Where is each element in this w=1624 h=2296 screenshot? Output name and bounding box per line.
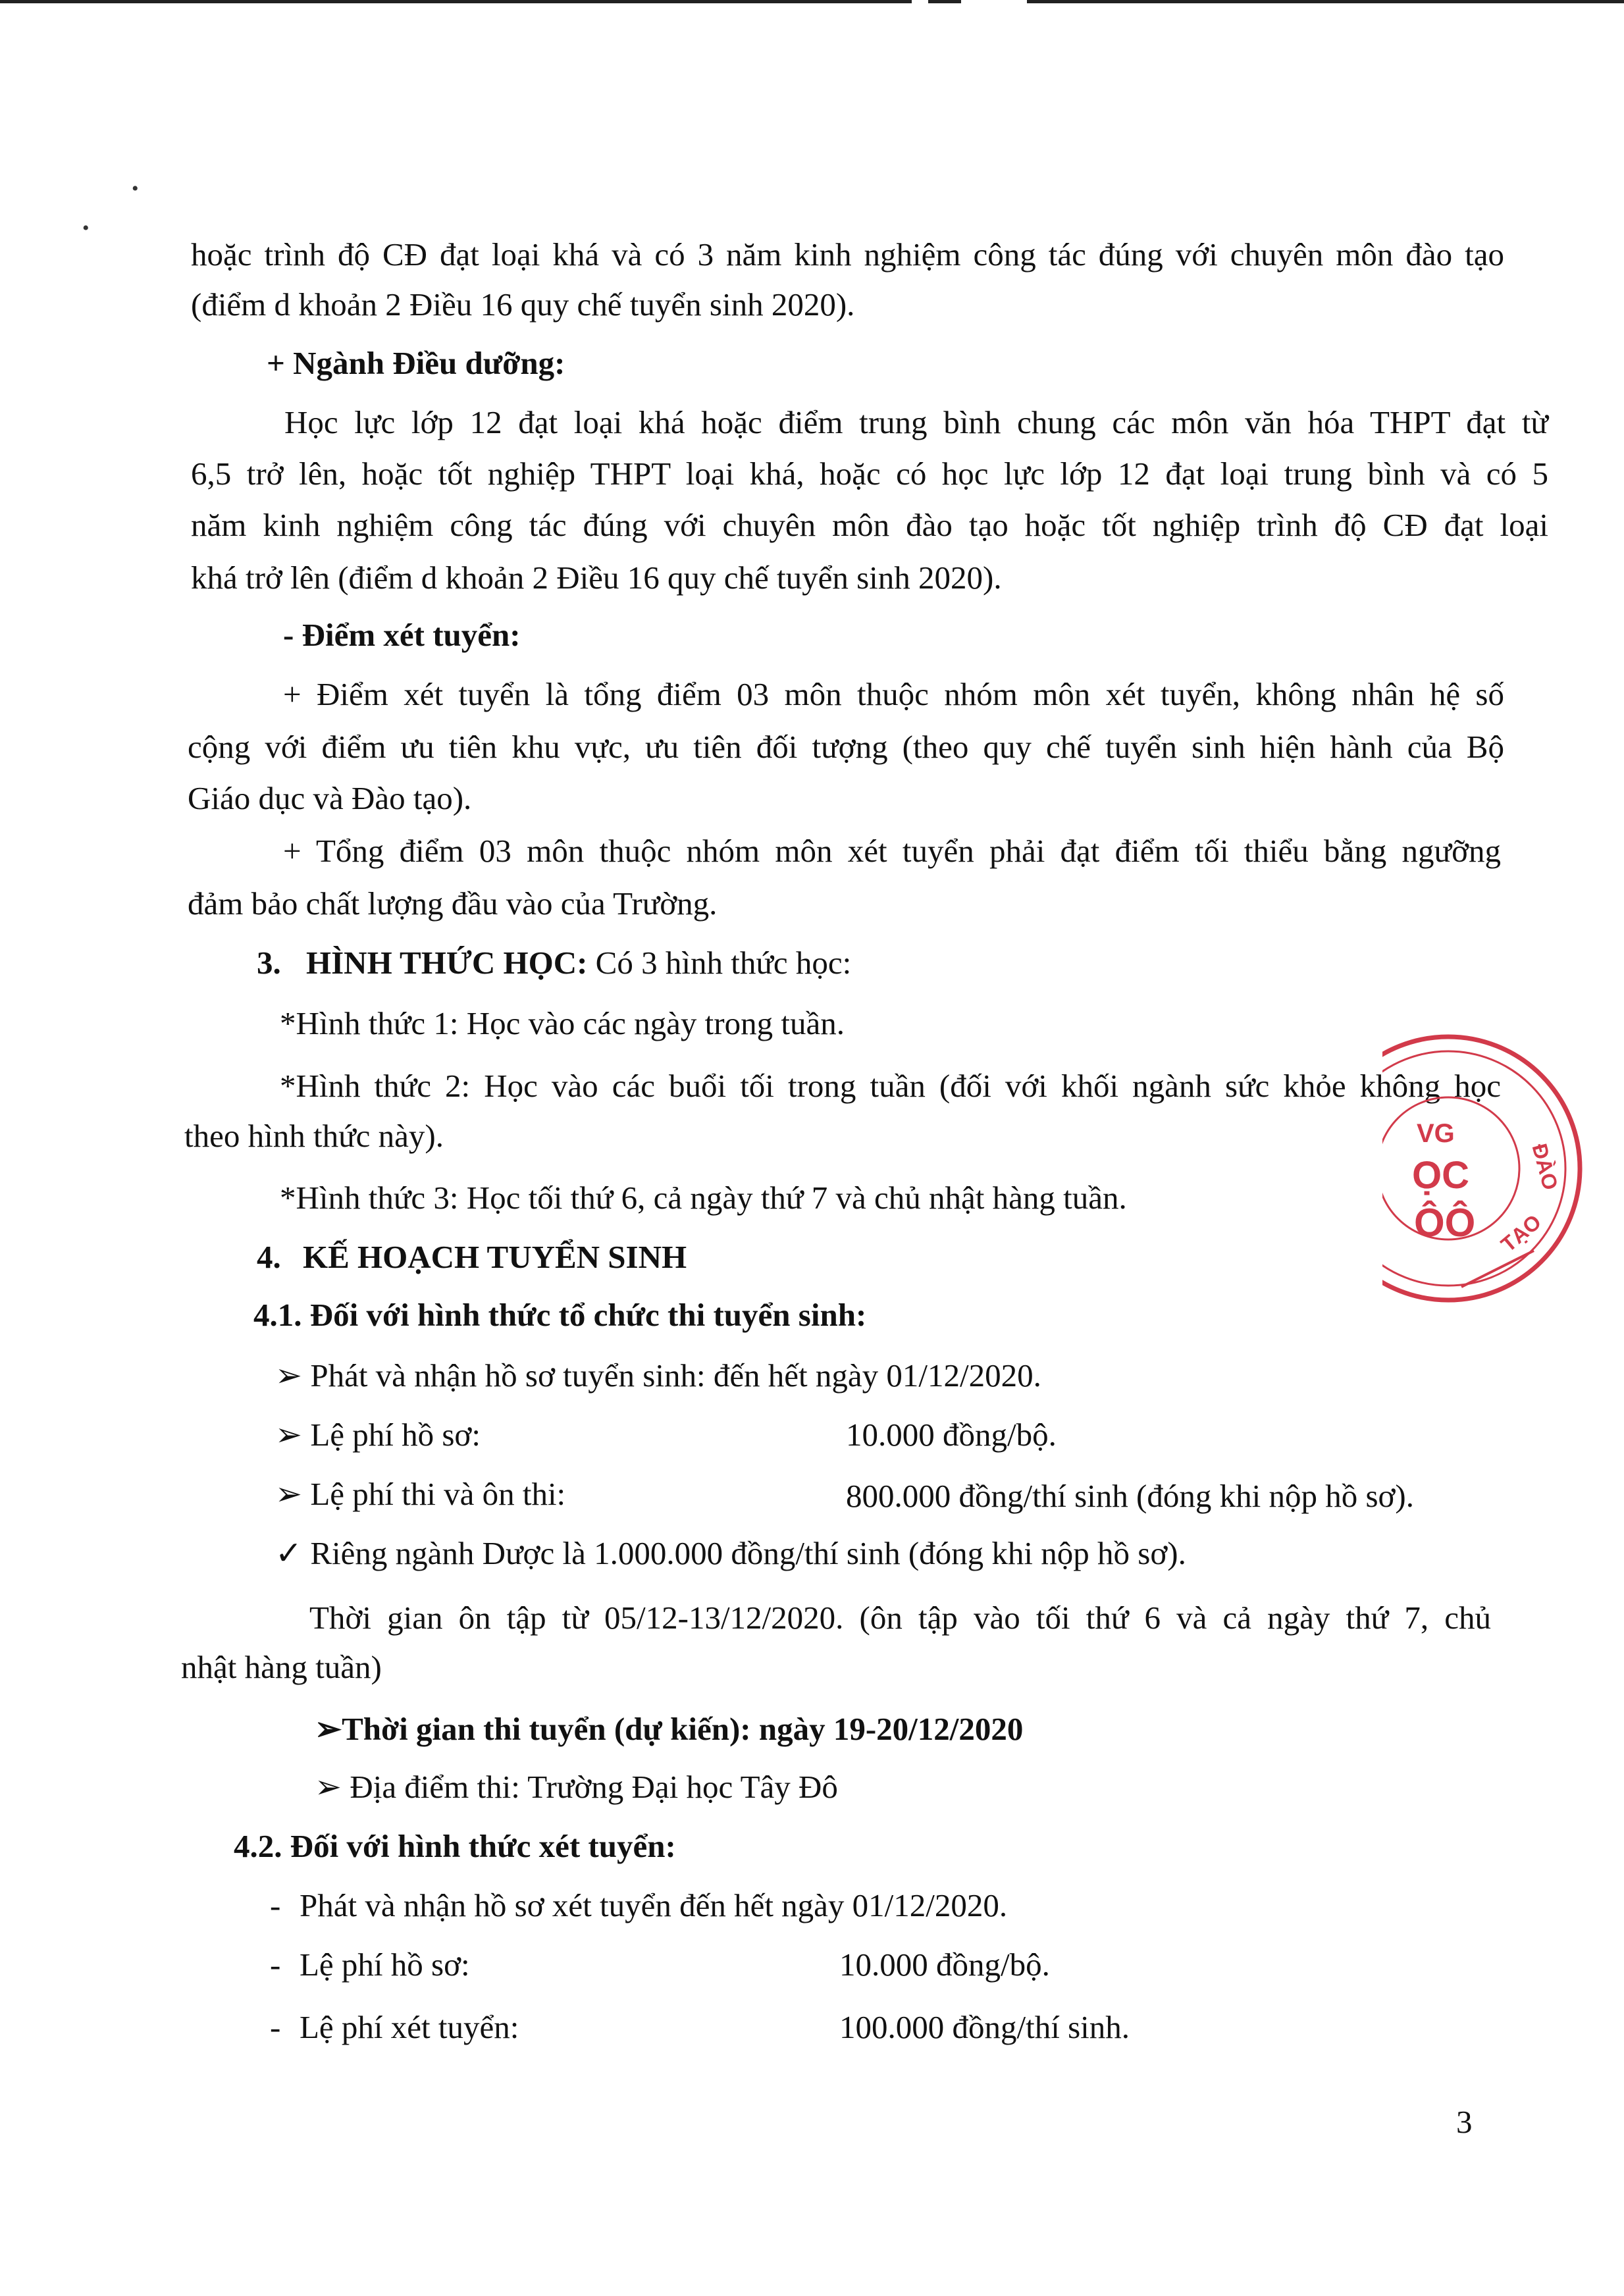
list-item-value: 800.000 đồng/thí sinh (đóng khi nộp hồ sơ).	[846, 1478, 1415, 1514]
list-item-label: Lệ phí xét tuyển:	[300, 2009, 519, 2045]
list-item-label: Lệ phí hồ sơ:	[310, 1417, 481, 1453]
seal-text: TẠO	[1496, 1209, 1546, 1257]
nursing-heading: + Ngành Điều dưỡng:	[267, 345, 565, 381]
list-item-label: Lệ phí hồ sơ:	[300, 1946, 470, 1983]
top-rule-left	[0, 0, 912, 3]
arrow-bullet-icon: ➢	[315, 1769, 342, 1805]
study-form-3: *Hình thức 3: Học tối thứ 6, cả ngày thứ 7 và chủ nhật hàng tuần.	[280, 1180, 1127, 1216]
list-item-value: 10.000 đồng/bộ.	[839, 1946, 1050, 1983]
study-form-2: *Hình thức 2: Học vào các buổi tối trong tuần (đối với khối ngành sức khỏe không học	[280, 1068, 1501, 1104]
section-title: HÌNH THỨC HỌC:	[306, 945, 588, 981]
dash-bullet: -	[270, 2009, 281, 2045]
check-item-text: Riêng ngành Dược là 1.000.000 đồng/thí sinh (đóng khi nộp hồ sơ).	[310, 1535, 1186, 1571]
seal-text: VG	[1417, 1119, 1455, 1148]
dash-bullet: -	[270, 1887, 281, 1923]
section-4-heading	[257, 1238, 687, 1277]
body-line: + Điểm xét tuyển là tổng điểm 03 môn thuộc nhóm môn xét tuyển, không nhân hệ số	[283, 676, 1504, 712]
body-line: Giáo dục và Đào tạo).	[188, 780, 472, 816]
list-item-label: Lệ phí thi và ôn thi:	[310, 1476, 566, 1512]
arrow-bullet-icon: ➢	[315, 1711, 342, 1747]
check-icon: ✓	[275, 1535, 303, 1571]
exam-place-text: Địa điểm thi: Trường Đại học Tây Đô	[350, 1769, 838, 1805]
list-item	[275, 1474, 565, 1514]
top-rule-mid	[928, 0, 961, 3]
arrow-bullet-icon: ➢	[275, 1417, 303, 1453]
section-3-heading	[257, 943, 851, 983]
exam-time-text: Thời gian thi tuyển (dự kiến): ngày 19-20/12/2020	[342, 1711, 1024, 1747]
section-number: 4.	[257, 1239, 281, 1275]
scan-speck: •	[132, 178, 139, 199]
list-item	[275, 1415, 481, 1455]
body-line: 6,5 trở lên, hoặc tốt nghiệp THPT loại khá, hoặc có học lực lớp 12 đạt loại trung bình và có 5	[191, 456, 1548, 492]
list-item-text: Phát và nhận hồ sơ xét tuyển đến hết ngày 01/12/2020.	[300, 1887, 1008, 1923]
body-line: hoặc trình độ CĐ đạt loại khá và có 3 năm kinh nghiệm công tác đúng với chuyên môn đào tạo	[191, 236, 1504, 273]
study-form-2-cont: theo hình thức này).	[184, 1118, 444, 1154]
list-item-value: 10.000 đồng/bộ.	[846, 1417, 1057, 1453]
arrow-bullet-icon: ➢	[275, 1357, 303, 1394]
list-item	[270, 2008, 519, 2047]
check-item	[275, 1534, 1186, 1573]
review-schedule-cont: nhật hàng tuần)	[181, 1649, 382, 1685]
dash-bullet: -	[270, 1946, 281, 1983]
seal-text: ÔÔ	[1414, 1201, 1476, 1245]
subsection-4-2-heading: 4.2. Đối với hình thức xét tuyển:	[234, 1828, 676, 1864]
list-item	[275, 1356, 1041, 1396]
top-rule-right	[1027, 0, 1624, 3]
study-form-1: *Hình thức 1: Học vào các ngày trong tuần.	[280, 1005, 845, 1041]
page-number: 3	[1456, 2104, 1473, 2140]
seal-text: ĐÀO	[1527, 1141, 1563, 1193]
subsection-4-1-heading: 4.1. Đối với hình thức tổ chức thi tuyển sinh:	[253, 1297, 867, 1333]
body-line: Học lực lớp 12 đạt loại khá hoặc điểm trung bình chung các môn văn hóa THPT đạt từ	[284, 404, 1548, 440]
scoring-heading: - Điểm xét tuyển:	[283, 617, 521, 653]
list-item-value: 100.000 đồng/thí sinh.	[839, 2009, 1130, 2045]
exam-time	[315, 1709, 1023, 1749]
section-intro: Có 3 hình thức học:	[595, 945, 852, 981]
body-line: đảm bảo chất lượng đầu vào của Trường.	[188, 885, 718, 922]
body-line: khá trở lên (điểm d khoản 2 Điều 16 quy chế tuyển sinh 2020).	[191, 560, 1002, 596]
exam-place	[315, 1767, 838, 1807]
list-item	[270, 1945, 470, 1985]
section-title: KẾ HOẠCH TUYỂN SINH	[303, 1239, 687, 1275]
scan-speck: •	[82, 217, 90, 239]
seal-text: ỌC	[1412, 1154, 1469, 1197]
list-item	[270, 1886, 1007, 1925]
body-line: + Tổng điểm 03 môn thuộc nhóm môn xét tuyển phải đạt điểm tối thiểu bằng ngưỡng	[283, 833, 1501, 869]
section-number: 3.	[257, 945, 281, 981]
official-seal-stamp	[1382, 1027, 1606, 1310]
list-item-text: Phát và nhận hồ sơ tuyển sinh: đến hết ngày 01/12/2020.	[310, 1357, 1041, 1394]
arrow-bullet-icon: ➢	[275, 1476, 303, 1512]
body-line: cộng với điểm ưu tiên khu vực, ưu tiên đối tượng (theo quy chế tuyển sinh hiện hành của Bộ	[188, 729, 1504, 765]
review-schedule: Thời gian ôn tập từ 05/12-13/12/2020. (ôn tập vào tối thứ 6 và cả ngày thứ 7, chủ	[309, 1600, 1491, 1636]
body-line: năm kinh nghiệm công tác đúng với chuyên môn đào tạo hoặc tốt nghiệp trình độ CĐ đạt loại	[191, 507, 1548, 543]
body-line: (điểm d khoản 2 Điều 16 quy chế tuyển sinh 2020).	[191, 286, 855, 323]
